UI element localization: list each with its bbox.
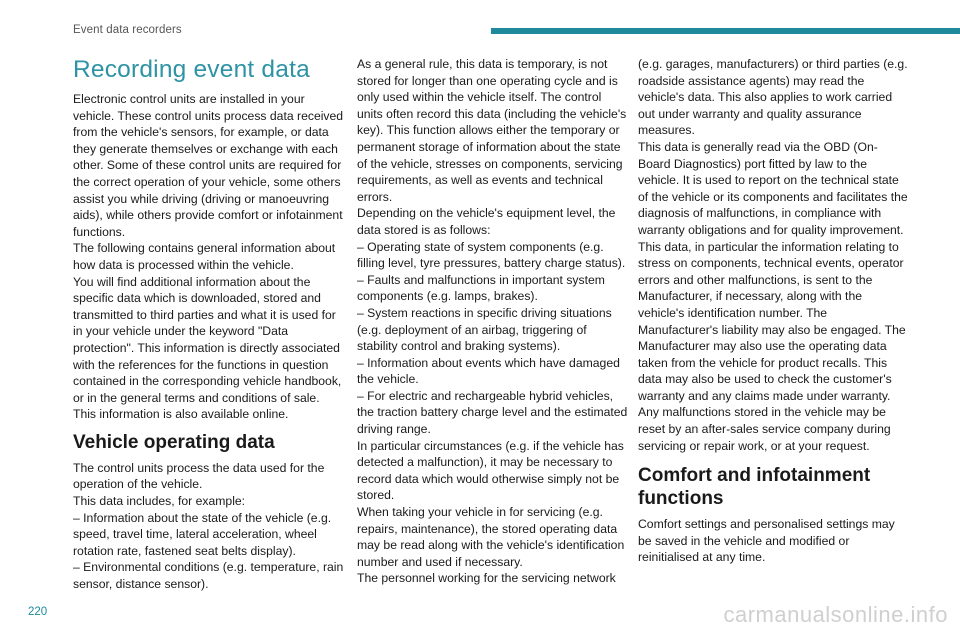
paragraph: (e.g. garages, manufacturers) or third parties (e.g. roadside assistance agents) may read the vehicle's data. This also applies to work carried out under warranty and quality assurance measures.	[638, 57, 908, 138]
list-item: – Environmental conditions (e.g. temperature, rain sensor, distance sensor).	[73, 560, 344, 592]
header-accent-bar	[491, 28, 960, 34]
list-item: – System reactions in specific driving situations (e.g. deployment of an airbag, triggering of stability control and braking systems).	[357, 305, 612, 354]
paragraph: Any malfunctions stored in the vehicle may be reset by an after-sales service company during servicing or repair work, or at your request.	[638, 405, 891, 453]
list-item: – Information about events which have damaged the vehicle.	[357, 355, 620, 387]
paragraph: The following contains general information about how data is processed within the vehicle.	[73, 241, 336, 272]
paragraph: You will find additional information about the specific data which is downloaded, stored and transmitted to third parties and what it is used for in your vehicle under the keyword "Data protection". This information is directly associated with the references for the functions in question contained in the corresponding vehicle handbook, or in the general terms and conditions of sale.	[73, 274, 342, 405]
section-heading-comfort-infotainment: Comfort and infotainment functions	[638, 465, 871, 510]
list-item: – For electric and rechargeable hybrid vehicles, the traction battery charge level and the estimated driving range.	[357, 388, 628, 437]
section-heading-vehicle-operating-data: Vehicle operating data	[73, 431, 275, 453]
list-item: – Faults and malfunctions in important system components (e.g. lamps, brakes).	[357, 272, 605, 304]
column-3	[638, 56, 910, 566]
page-number: 220	[28, 606, 48, 618]
paragraph: The personnel working for the servicing network	[357, 571, 616, 586]
paragraph: Electronic control units are installed in your vehicle. These control units process data received from the vehicle's sensors, for example, or data they generate themselves or exchange with each other. Some of these control units are required for the correct operation of your vehicle, some others assist you while driving (driving or manoeuvring aids), while others provide comfort or infotainment functions.	[73, 92, 344, 239]
column-1	[73, 56, 345, 593]
list-item: – Operating state of system components (e.g. filling level, tyre pressures, battery charge status).	[357, 239, 626, 271]
paragraph: Comfort settings and personalised settings may be saved in the vehicle and modified or reinitialised at any time.	[638, 517, 895, 565]
paragraph: This information is also available online.	[73, 407, 289, 422]
paragraph: Depending on the vehicle's equipment level, the data stored is as follows:	[357, 206, 616, 237]
section-header: Event data recorders	[73, 24, 182, 36]
paragraph: In particular circumstances (e.g. if the vehicle has detected a malfunction), it may be necessary to record data which would otherwise simply not be stored.	[357, 438, 624, 503]
list-item: – Information about the state of the vehicle (e.g. speed, travel time, lateral acceleration, wheel rotation rate, fastened seat belts display).	[73, 510, 332, 558]
paragraph: When taking your vehicle in for servicing (e.g. repairs, maintenance), the stored operating data may be read along with the vehicle's identification number and used if necessary.	[357, 505, 625, 569]
paragraph: This data is generally read via the OBD (On-Board Diagnostics) port fitted by law to the vehicle. It is used to report on the technical state of the vehicle or its components and facilitates the diagnosis of malfunctions, in compliance with warranty obligations and for quality improvement. This data, in particular the information relating to stress on components, technical events, operator errors and other malfunctions, is sent to the Manufacturer, if necessary, along with the vehicle's identification number. The Manufacturer's liability may also be engaged. The Manufacturer may also use the operating data taken from the vehicle for product recalls. This data may also be used to check the customer's warranty and any claims made under warranty.	[638, 139, 908, 403]
paragraph: As a general rule, this data is temporary, is not stored for longer than one operating cycle and is only used within the vehicle itself. The control units often record this data (including the vehicle's key). This function allows either the temporary or permanent storage of information about the state of the vehicle, stresses on components, servicing requirements, as well as events and technical errors.	[357, 57, 627, 204]
paragraph: The control units process the data used for the operation of the vehicle.	[73, 460, 325, 492]
watermark: carmanualsonline.info	[723, 602, 948, 627]
page-title: Recording event data	[73, 56, 310, 83]
column-2	[357, 56, 629, 587]
paragraph: This data includes, for example:	[73, 494, 246, 509]
